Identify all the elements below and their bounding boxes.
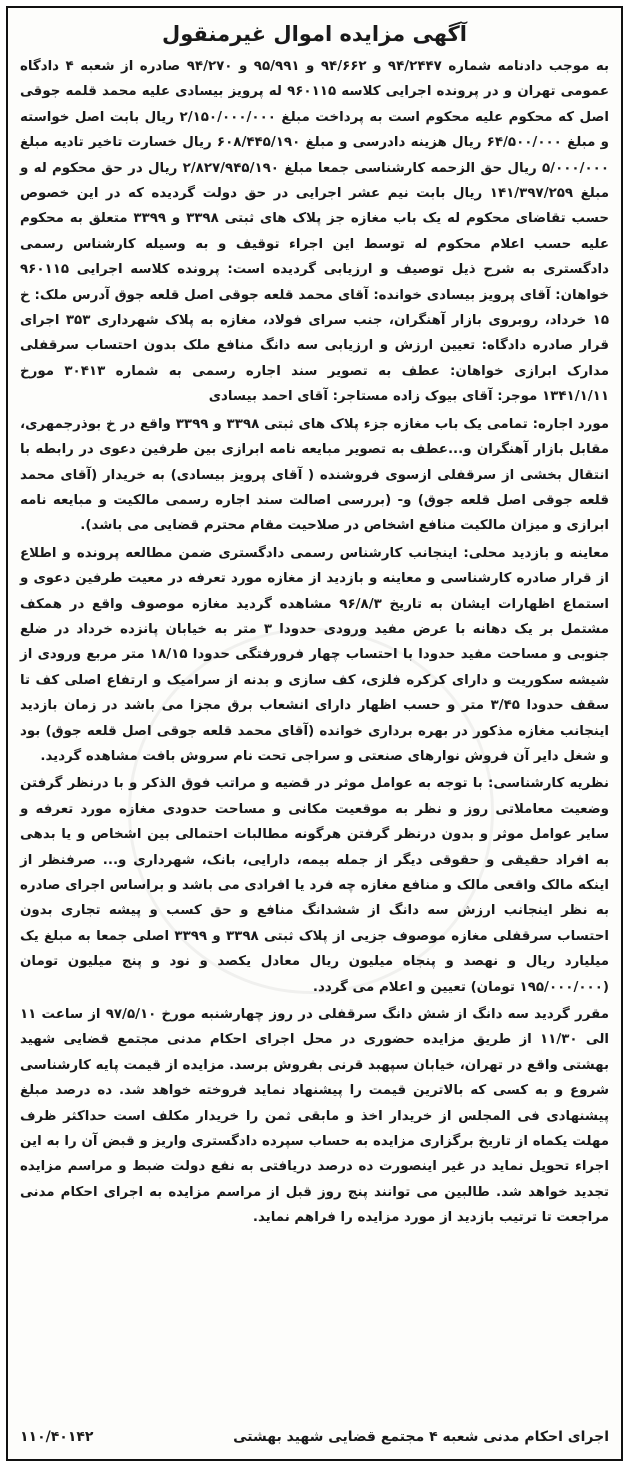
paragraph-inspection: معاینه و بازدید محلی: اینجانب کارشناس رسمی دادگستری ضمن مطالعه پرونده و اطلاع از قرار صادره کارشناسی و معاینه و بازدید از مغازه مورد تعرفه در معیت طرفین دعوی و استماع اظهارات ایشان به تاریخ ۹۶/۸/۳ مشاهده گردید مغازه موصوف واقع در همکف مشتمل بر یک دهانه با عرض مفید ورودی حدودا ۳ متر به خیابان پانزده خرداد در ضلع جنوبی و مساحت مفید حدودا با احتساب چهار فرورفتگی حدودا ۱۸/۱۵ متر مربع ورودی از شیشه سکوریت و دارای کرکره فلزی، کف سازی و بدنه از سرامیک و ارتفاع اصلی کف تا سقف حدودا ۳/۴۵ متر و حسب اظهار دارای انشعاب برق مجزا می باشد در زمان بازدید اینجانب مغازه مذکور در بهره برداری خوانده (آقای محمد قلعه جوقی اصل قلعه جوق) بود و شغل دایر آن فروش نوارهای صنعتی و سراجی تحت نام سروش بافت مشاهده گردید.	[20, 545, 610, 764]
notice-frame	[6, 6, 623, 1461]
paragraph-auction-terms: مقرر گردید سه دانگ از شش دانگ سرقفلی در روز چهارشنبه مورخ ۹۷/۵/۱۰ از ساعت ۱۱ الی ۱۱/۳۰ از طریق مزایده حضوری در محل اجرای احکام مدنی مجتمع قضایی شهید بهشتی واقع در تهران، خیابان سپهبد قرنی بفروش برسد. مزایده از قیمت پایه کارشناسی شروع و به کسی که بالاترین قیمت را پیشنهاد نماید فروخته خواهد شد. ده درصد مبلغ پیشنهادی فی المجلس از خریدار اخذ و مابقی ثمن را خریدار مکلف است حداکثر ظرف مهلت یکماه از تاریخ برگزاری مزایده به حساب سپرده دادگستری واریز و قبض آن را به این اجراء تحویل نماید در غیر اینصورت ده درصد دریافتی به نفع دولت ضبط و مراسم مزایده تجدید خواهد شد. طالبین می توانند پنج روز قبل از مراسم مزایده به اجرای احکام مدنی مراجعت تا ترتیب بازدید از مورد مزایده را فراهم نماید.	[20, 1007, 609, 1226]
issuer-signature: اجرای احکام مدنی شعبه ۴ مجتمع قضایی شهید بهشتی	[233, 1429, 609, 1445]
paragraph-expert-opinion: نظریه کارشناسی: با توجه به عوامل موثر در قضیه و مراتب فوق الذکر و با درنظر گرفتن وضعیت معاملاتی روز و نظر به موقعیت مکانی و مساحت حدودی مغازه مورد تعرفه و سایر عوامل موثر و بدون درنظر گرفتن هرگونه مطالبات احتمالی بین اشخاص و یا بدهی به افراد حقیقی و حقوقی دیگر از جمله بیمه، دارایی، بانک، شهرداری و... صرفنظر از اینکه مالک واقعی مالک و منافع مغازه چه فرد یا افرادی می باشد و براساس اجرای صادره به نظر اینجانب ارزش سه دانگ از ششدانگ منافع و حق کسب و پیشه تجاری بدون احتساب سرقفلی مغازه موصوف جزیی از پلاک ثبتی ۳۳۹۸ و ۳۳۹۹ اصلی جمعا به مبلغ یک میلیارد ریال و نهصد و پنجاه میلیون ریال معادل یکصد و نود و پنج میلیون تومان (۱۹۵/۰۰۰/۰۰۰ تومان) تعیین و اعلام می گردد.	[20, 776, 609, 995]
notice-code: ۱۱۰/۴۰۱۴۲	[20, 1429, 94, 1445]
notice-footer	[20, 1429, 609, 1445]
notice-title: آگهی مزایده اموال غیرمنقول	[162, 22, 467, 46]
notice-body	[8, 54, 621, 1231]
paragraph-lease: مورد اجاره: تمامی یک باب مغازه جزء پلاک های ثبتی ۳۳۹۸ و ۳۳۹۹ واقع در خ بوذرجمهری، مقابل بازار آهنگران و...عطف به تصویر مبایعه نامه ابرازی بین طرفین دعوی در رابطه با انتقال بخشی از سرقفلی ازسوی فروشنده ( آقای پرویز بیسادی) به خریدار (آقای محمد قلعه جوقی اصل قلعه جوق) و- (بررسی اصالت سند اجاره رسمی مالکیت و مبایعه نامه ابرازی و میزان مالکیت منافع اشخاص در صلاحیت مقام محترم قضایی می باشد).	[20, 416, 609, 534]
paragraph-ruling: به موجب دادنامه شماره ۹۴/۲۴۴۷ و ۹۴/۶۶۲ و ۹۵/۹۹۱ و ۹۴/۲۷۰ صادره از شعبه ۴ دادگاه عمومی تهران و در پرونده اجرایی کلاسه ۹۶۰۱۱۵ له پرویز بیسادی علیه محمد قلمه جوقی اصل که محکوم علیه محکوم است به پرداخت مبلغ ۲/۱۵۰/۰۰۰/۰۰۰ ریال بابت اصل خواسته و مبلغ ۶۴/۵۰۰/۰۰۰ ریال هزینه دادرسی و مبلغ ۶۰۸/۴۴۵/۱۹۰ ریال خسارت تاخیر تادیه مبلغ ۵/۰۰۰/۰۰۰ ریال حق الزحمه کارشناسی جمعا مبلغ ۲/۸۲۷/۹۴۵/۱۹۰ ریال در حق محکوم له و مبلغ ۱۴۱/۳۹۷/۲۵۹ ریال بابت نیم عشر اجرایی در حق دولت گردیده که در این خصوص حسب تقاضای محکوم له یک باب مغازه جز پلاک های ثبتی ۳۳۹۸ و ۳۳۹۹ متعلق به محکوم علیه حسب اعلام محکوم له توسط این اجراء توقیف و به وسیله کارشناس رسمی دادگستری به شرح ذیل توصیف و ارزیابی گردیده است: پرونده کلاسه اجرایی ۹۶۰۱۱۵ خواهان: آقای پرویز بیسادی خوانده: آقای محمد قلعه جوقی اصل قلعه جوق آدرس ملک: خ ۱۵ خرداد، روبروی بازار آهنگران، جنب سرای فولاد، مغازه به پلاک شهرداری ۳۵۳ اجرای قرار صادره دادگاه: تعیین ارزش و ارزیابی سه دانگ منافع ملک بدون احتساب سرقفلی مدارک ابرازی خواهان: عطف به تصویر سند اجاره رسمی به شماره ۳۰۴۱۳ مورخ ۱۳۴۱/۱/۱۱ موجر: آقای بیوک زاده مستاجر: آقای احمد بیسادی	[20, 59, 610, 405]
